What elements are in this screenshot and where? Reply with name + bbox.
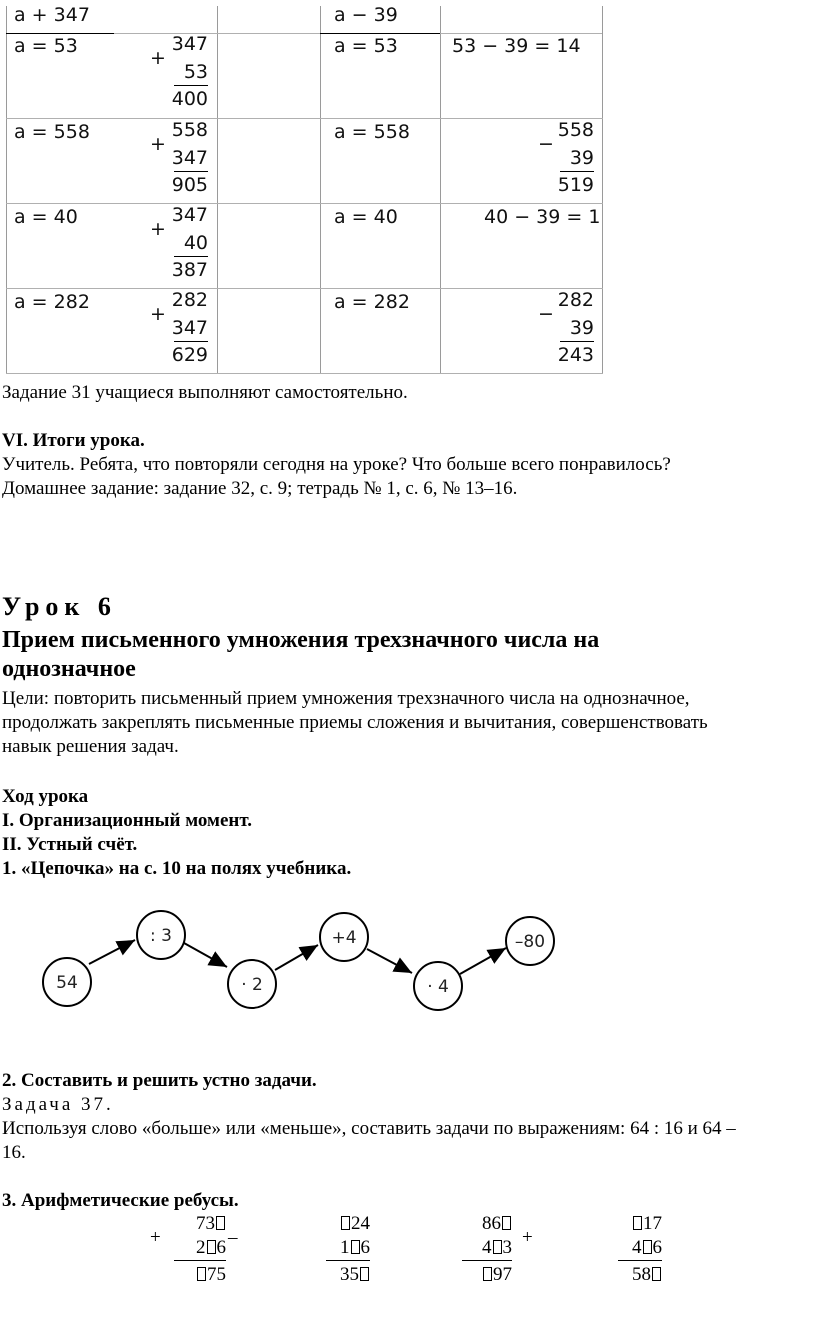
blank-box[interactable] — [207, 1240, 216, 1254]
tasks-heading: 2. Составить и решить устно задачи. — [2, 1070, 317, 1091]
lesson-title-line2: однозначное — [2, 656, 136, 682]
chain-label-5: · 4 — [427, 977, 449, 997]
header-right: a − 39 — [334, 4, 398, 26]
homework-text: Домашнее задание: задание 32, с. 9; тетрадь № 1, с. 6, № 13–16. — [2, 478, 518, 499]
task37-text-line2: 16. — [2, 1142, 26, 1163]
lesson-number: Урок 6 — [2, 592, 117, 621]
oral-heading: II. Устный счёт. — [2, 834, 138, 855]
row1-right-condition: a = 53 — [334, 35, 398, 57]
chain-label-4: +4 — [331, 928, 357, 948]
blank-box[interactable] — [216, 1216, 225, 1230]
course-heading: Ход урока — [2, 786, 89, 807]
lesson-title-line1: Прием письменного умножения трехзначного числа на — [2, 627, 600, 653]
chain-arrow-5 — [460, 948, 506, 974]
chain-label-6: –80 — [514, 932, 546, 952]
chain-arrow-3 — [275, 945, 318, 970]
task37-text-line1: Используя слово «больше» или «меньше», составить задачи по выражениям: 64 : 16 и 64 – — [2, 1118, 736, 1139]
goals-line2: продолжать закреплять письменные приемы сложения и вычитания, совершенствовать — [2, 712, 708, 733]
header-left: a + 347 — [14, 4, 90, 26]
blank-box[interactable] — [341, 1216, 350, 1230]
row2-left-condition: a = 558 — [14, 121, 90, 143]
chain-arrow-2 — [184, 943, 227, 967]
task37-label: Задача 37. — [2, 1094, 114, 1115]
row1-left-calc: + 347 53 400 — [150, 33, 208, 110]
chain-arrow-4 — [367, 949, 412, 973]
blank-box[interactable] — [502, 1216, 511, 1230]
goals-line3: навык решения задач. — [2, 736, 179, 757]
row3-right-condition: a = 40 — [334, 206, 398, 228]
rebus-4: 17 4 6 58 — [590, 1213, 662, 1289]
rebus-heading: 3. Арифметические ребусы. — [2, 1190, 239, 1211]
row2-right-calc: − 558 39 519 — [538, 119, 594, 196]
blank-box[interactable] — [351, 1240, 360, 1254]
blank-box[interactable] — [633, 1216, 642, 1230]
rebus-1: + 73 2 6 75 — [150, 1213, 226, 1285]
chain-heading: 1. «Цепочка» на с. 10 на полях учебника. — [2, 858, 352, 879]
goals-line1: Цели: повторить письменный прием умножения трехзначного числа на однозначное, — [2, 688, 690, 709]
row4-right-condition: a = 282 — [334, 291, 410, 313]
rebus-2: 24 1 6 35 — [300, 1213, 370, 1289]
rebus-3-sign: + — [522, 1227, 533, 1248]
row4-right-calc: − 282 39 243 — [538, 289, 594, 366]
blank-box[interactable] — [197, 1267, 206, 1281]
task31-text: Задание 31 учащиеся выполняют самостоятельно. — [2, 382, 408, 403]
row2-right-condition: a = 558 — [334, 121, 410, 143]
blank-box[interactable] — [483, 1267, 492, 1281]
chain-diagram — [0, 900, 816, 1020]
row3-left-condition: a = 40 — [14, 206, 78, 228]
row3-left-calc: + 347 40 387 — [150, 204, 208, 281]
row2-left-calc: + 558 347 905 — [150, 119, 208, 196]
rebus-3: 86 4 3 97 — [440, 1213, 512, 1289]
chain-arrow-1 — [89, 940, 135, 964]
rebus-2-sign: – — [228, 1227, 238, 1248]
row4-left-condition: a = 282 — [14, 291, 90, 313]
chain-label-2: : 3 — [150, 926, 172, 946]
row3-right-expression: 40 − 39 = 1 — [484, 206, 601, 228]
blank-box[interactable] — [652, 1267, 661, 1281]
chain-label-1: 54 — [56, 973, 78, 993]
blank-box[interactable] — [493, 1240, 502, 1254]
row4-left-calc: + 282 347 629 — [150, 289, 208, 366]
results-heading: VI. Итоги урока. — [2, 430, 145, 451]
org-heading: I. Организационный момент. — [2, 810, 253, 831]
teacher-text: Учитель. Ребята, что повторяли сегодня на уроке? Что больше всего понравилось? — [2, 454, 671, 475]
chain-label-3: · 2 — [241, 975, 263, 995]
row1-right-expression: 53 − 39 = 14 — [452, 35, 581, 57]
blank-box[interactable] — [360, 1267, 369, 1281]
blank-box[interactable] — [643, 1240, 652, 1254]
row1-left-condition: a = 53 — [14, 35, 78, 57]
solution-table — [6, 6, 603, 374]
